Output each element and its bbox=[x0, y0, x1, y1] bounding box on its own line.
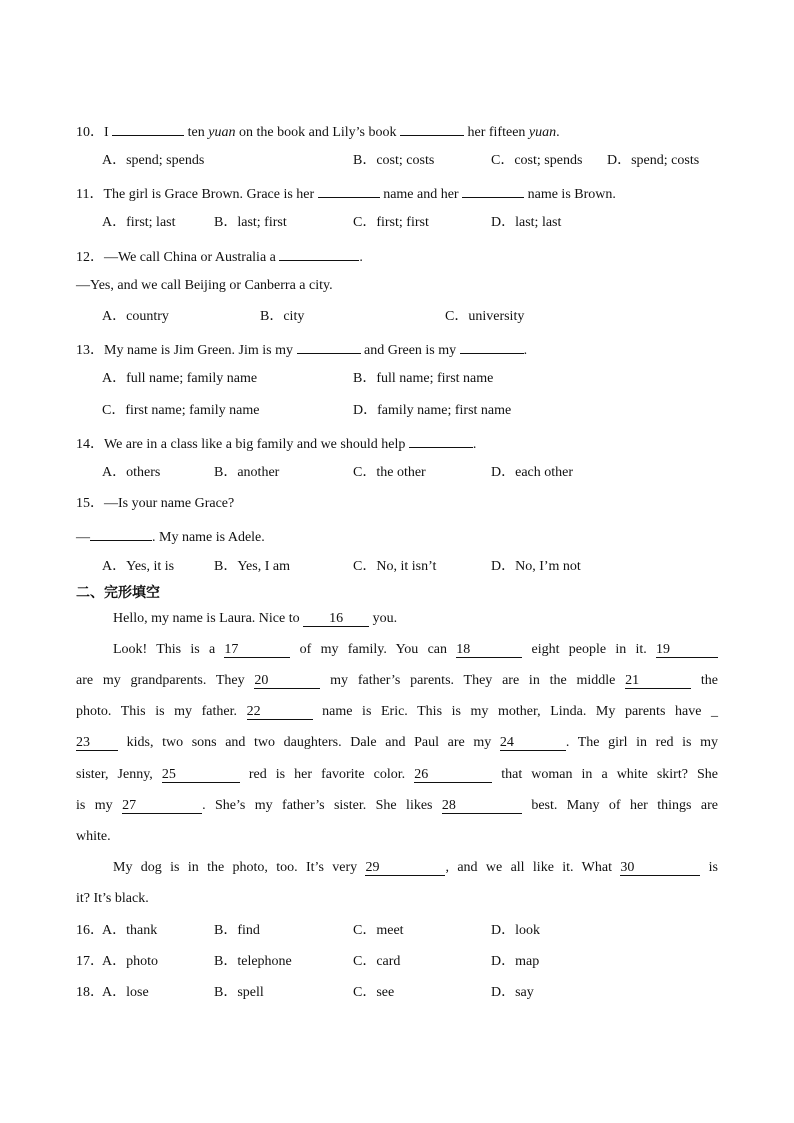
q12-text: . bbox=[359, 250, 363, 265]
q17-option-c[interactable]: C．card bbox=[353, 954, 401, 969]
q16-option-d[interactable]: D．look bbox=[491, 923, 540, 938]
q15-text: . My name is Adele. bbox=[152, 530, 265, 545]
answer-blank[interactable] bbox=[409, 433, 473, 448]
q10-text: 10．I bbox=[76, 125, 113, 140]
cloze-text: that woman in a white skirt? She bbox=[492, 767, 718, 782]
answer-blank[interactable] bbox=[112, 121, 184, 136]
cloze-text: red is her favorite color. bbox=[239, 767, 415, 782]
cloze-text: Hello, my name is Laura. Nice to bbox=[113, 611, 304, 626]
q14-option-a[interactable]: A．others bbox=[102, 465, 161, 480]
q11-option-b[interactable]: B．last; first bbox=[214, 215, 287, 230]
q18-option-d[interactable]: D．say bbox=[491, 985, 534, 1000]
q10-text: ten bbox=[184, 125, 209, 140]
q11-option-c[interactable]: C．first; first bbox=[353, 215, 429, 230]
q10-text: on the book and Lily’s book bbox=[235, 125, 400, 140]
cloze-blank-25[interactable]: 25 bbox=[162, 768, 240, 783]
cloze-blank-18[interactable]: 18 bbox=[456, 643, 522, 658]
cloze-line-2 bbox=[76, 672, 718, 690]
q13-option-d[interactable]: D．family name; first name bbox=[353, 403, 512, 418]
q16-option-a[interactable]: A．thank bbox=[102, 923, 158, 938]
cloze-blank-17[interactable]: 17 bbox=[224, 643, 290, 658]
cloze-line-9: it? It’s black. bbox=[76, 891, 149, 906]
cloze-text: . She’s my father’s sister. She likes bbox=[202, 798, 442, 813]
q14-option-d[interactable]: D．each other bbox=[491, 465, 574, 480]
cloze-text: best. Many of her things are bbox=[521, 798, 718, 813]
question-12-stem bbox=[76, 246, 363, 267]
q13-text: . bbox=[523, 343, 528, 358]
cloze-text: photo. This is my father. bbox=[76, 704, 247, 719]
cloze-blank-22[interactable]: 22 bbox=[247, 705, 313, 720]
cloze-blank-20[interactable]: 20 bbox=[254, 674, 320, 689]
q10-option-c[interactable]: C．cost; spends bbox=[491, 153, 583, 168]
q11-text: name is Brown. bbox=[524, 187, 616, 202]
question-13-stem bbox=[76, 339, 527, 360]
cloze-text: the bbox=[691, 673, 719, 688]
answer-blank[interactable] bbox=[297, 339, 361, 354]
q15-option-b[interactable]: B．Yes, I am bbox=[214, 559, 290, 574]
q13-option-a[interactable]: A．full name; family name bbox=[102, 371, 258, 386]
q10-text: her fifteen bbox=[464, 125, 529, 140]
question-15-stem: 15．—Is your name Grace? bbox=[76, 496, 235, 511]
cloze-line-5 bbox=[76, 766, 718, 784]
q12-text: 12．—We call China or Australia a bbox=[76, 250, 280, 265]
q10-option-d[interactable]: D．spend; costs bbox=[607, 153, 700, 168]
q12-option-b[interactable]: B．city bbox=[260, 309, 305, 324]
question-11-stem bbox=[76, 183, 616, 204]
q15-option-c[interactable]: C．No, it isn’t bbox=[353, 559, 437, 574]
cloze-blank-26[interactable]: 26 bbox=[414, 768, 492, 783]
q17-option-a[interactable]: A．photo bbox=[102, 954, 158, 969]
cloze-text: eight people in it. bbox=[522, 642, 656, 657]
q12-option-a[interactable]: A．country bbox=[102, 309, 169, 324]
section-heading-cloze: 二、完形填空 bbox=[76, 585, 160, 601]
q10-option-b[interactable]: B．cost; costs bbox=[353, 153, 435, 168]
cloze-blank-21[interactable]: 21 bbox=[625, 674, 691, 689]
q10-text-italic: yuan bbox=[208, 125, 236, 140]
answer-blank[interactable] bbox=[462, 183, 524, 198]
cloze-line-6 bbox=[76, 797, 718, 815]
cloze-line-8 bbox=[76, 859, 718, 877]
cloze-text: name is Eric. This is my mother, Linda. My parents have _ bbox=[312, 704, 719, 719]
cloze-text: my father’s parents. They are in the middle bbox=[320, 673, 626, 688]
cloze-text: My dog is in the photo, too. It’s very bbox=[113, 860, 366, 875]
cloze-blank-28[interactable]: 28 bbox=[442, 799, 522, 814]
q18-option-a[interactable]: A．lose bbox=[102, 985, 149, 1000]
cloze-blank-29[interactable]: 29 bbox=[365, 861, 445, 876]
q13-text: and Green is my bbox=[360, 343, 460, 358]
cloze-line-7: white. bbox=[76, 829, 111, 844]
cloze-text: is bbox=[700, 860, 719, 875]
cloze-blank-16[interactable]: 16 bbox=[303, 612, 369, 627]
cloze-blank-27[interactable]: 27 bbox=[122, 799, 202, 814]
q17-option-b[interactable]: B．telephone bbox=[214, 954, 292, 969]
cloze-text: Look! This is a bbox=[113, 642, 225, 657]
q16-option-b[interactable]: B．find bbox=[214, 923, 260, 938]
answer-blank[interactable] bbox=[90, 526, 152, 541]
answer-blank[interactable] bbox=[318, 183, 380, 198]
q16-option-c[interactable]: C．meet bbox=[353, 923, 404, 938]
q11-text: 11．The girl is Grace Brown. Grace is her bbox=[76, 187, 318, 202]
q14-text: . bbox=[472, 437, 477, 452]
question-10-stem bbox=[76, 121, 560, 142]
q12-reply: —Yes, and we call Beijing or Canberra a city. bbox=[76, 278, 333, 293]
q17-number: 17． bbox=[76, 954, 104, 969]
cloze-text: are my grandparents. They bbox=[76, 673, 255, 688]
cloze-line-1 bbox=[76, 641, 718, 659]
cloze-text: is my bbox=[76, 798, 123, 813]
cloze-text: . The girl in red is my bbox=[565, 735, 718, 750]
q14-text: 14．We are in a class like a big family and we should help bbox=[76, 437, 409, 452]
cloze-blank-23[interactable]: 23 bbox=[76, 736, 118, 751]
cloze-blank-19[interactable]: 19 bbox=[656, 643, 718, 658]
cloze-line-4 bbox=[76, 734, 718, 752]
q16-number: 16． bbox=[76, 923, 104, 938]
cloze-blank-30[interactable]: 30 bbox=[620, 861, 700, 876]
q13-text: 13．My name is Jim Green. Jim is my bbox=[76, 343, 297, 358]
question-14-stem bbox=[76, 433, 476, 454]
q11-text: name and her bbox=[379, 187, 463, 202]
answer-blank[interactable] bbox=[460, 339, 524, 354]
q14-option-c[interactable]: C．the other bbox=[353, 465, 426, 480]
q18-option-c[interactable]: C．see bbox=[353, 985, 395, 1000]
q12-option-c[interactable]: C．university bbox=[445, 309, 525, 324]
answer-blank[interactable] bbox=[279, 246, 359, 261]
cloze-line-3 bbox=[76, 703, 718, 721]
q13-option-c[interactable]: C．first name; family name bbox=[102, 403, 260, 418]
q18-number: 18． bbox=[76, 985, 104, 1000]
q17-option-d[interactable]: D．map bbox=[491, 954, 540, 969]
cloze-text: sister, Jenny, bbox=[76, 767, 162, 782]
q11-option-a[interactable]: A．first; last bbox=[102, 215, 176, 230]
q15-option-d[interactable]: D．No, I’m not bbox=[491, 559, 581, 574]
q15-text: — bbox=[76, 530, 90, 545]
q14-option-b[interactable]: B．another bbox=[214, 465, 280, 480]
q15-reply bbox=[76, 526, 265, 547]
cloze-text: kids, two sons and two daughters. Dale and Paul are my bbox=[118, 735, 500, 750]
cloze-text: of my family. You can bbox=[290, 642, 457, 657]
cloze-text: , and we all like it. What bbox=[445, 860, 621, 875]
answer-blank[interactable] bbox=[400, 121, 464, 136]
cloze-blank-24[interactable]: 24 bbox=[500, 736, 566, 751]
cloze-text: you. bbox=[369, 611, 398, 626]
q13-option-b[interactable]: B．full name; first name bbox=[353, 371, 494, 386]
q10-text-italic: yuan bbox=[528, 125, 557, 140]
q10-option-a[interactable]: A．spend; spends bbox=[102, 153, 205, 168]
q10-text: . bbox=[556, 125, 560, 140]
cloze-paragraph-1 bbox=[113, 610, 397, 628]
q15-option-a[interactable]: A．Yes, it is bbox=[102, 559, 175, 574]
q18-option-b[interactable]: B．spell bbox=[214, 985, 264, 1000]
q11-option-d[interactable]: D．last; last bbox=[491, 215, 562, 230]
